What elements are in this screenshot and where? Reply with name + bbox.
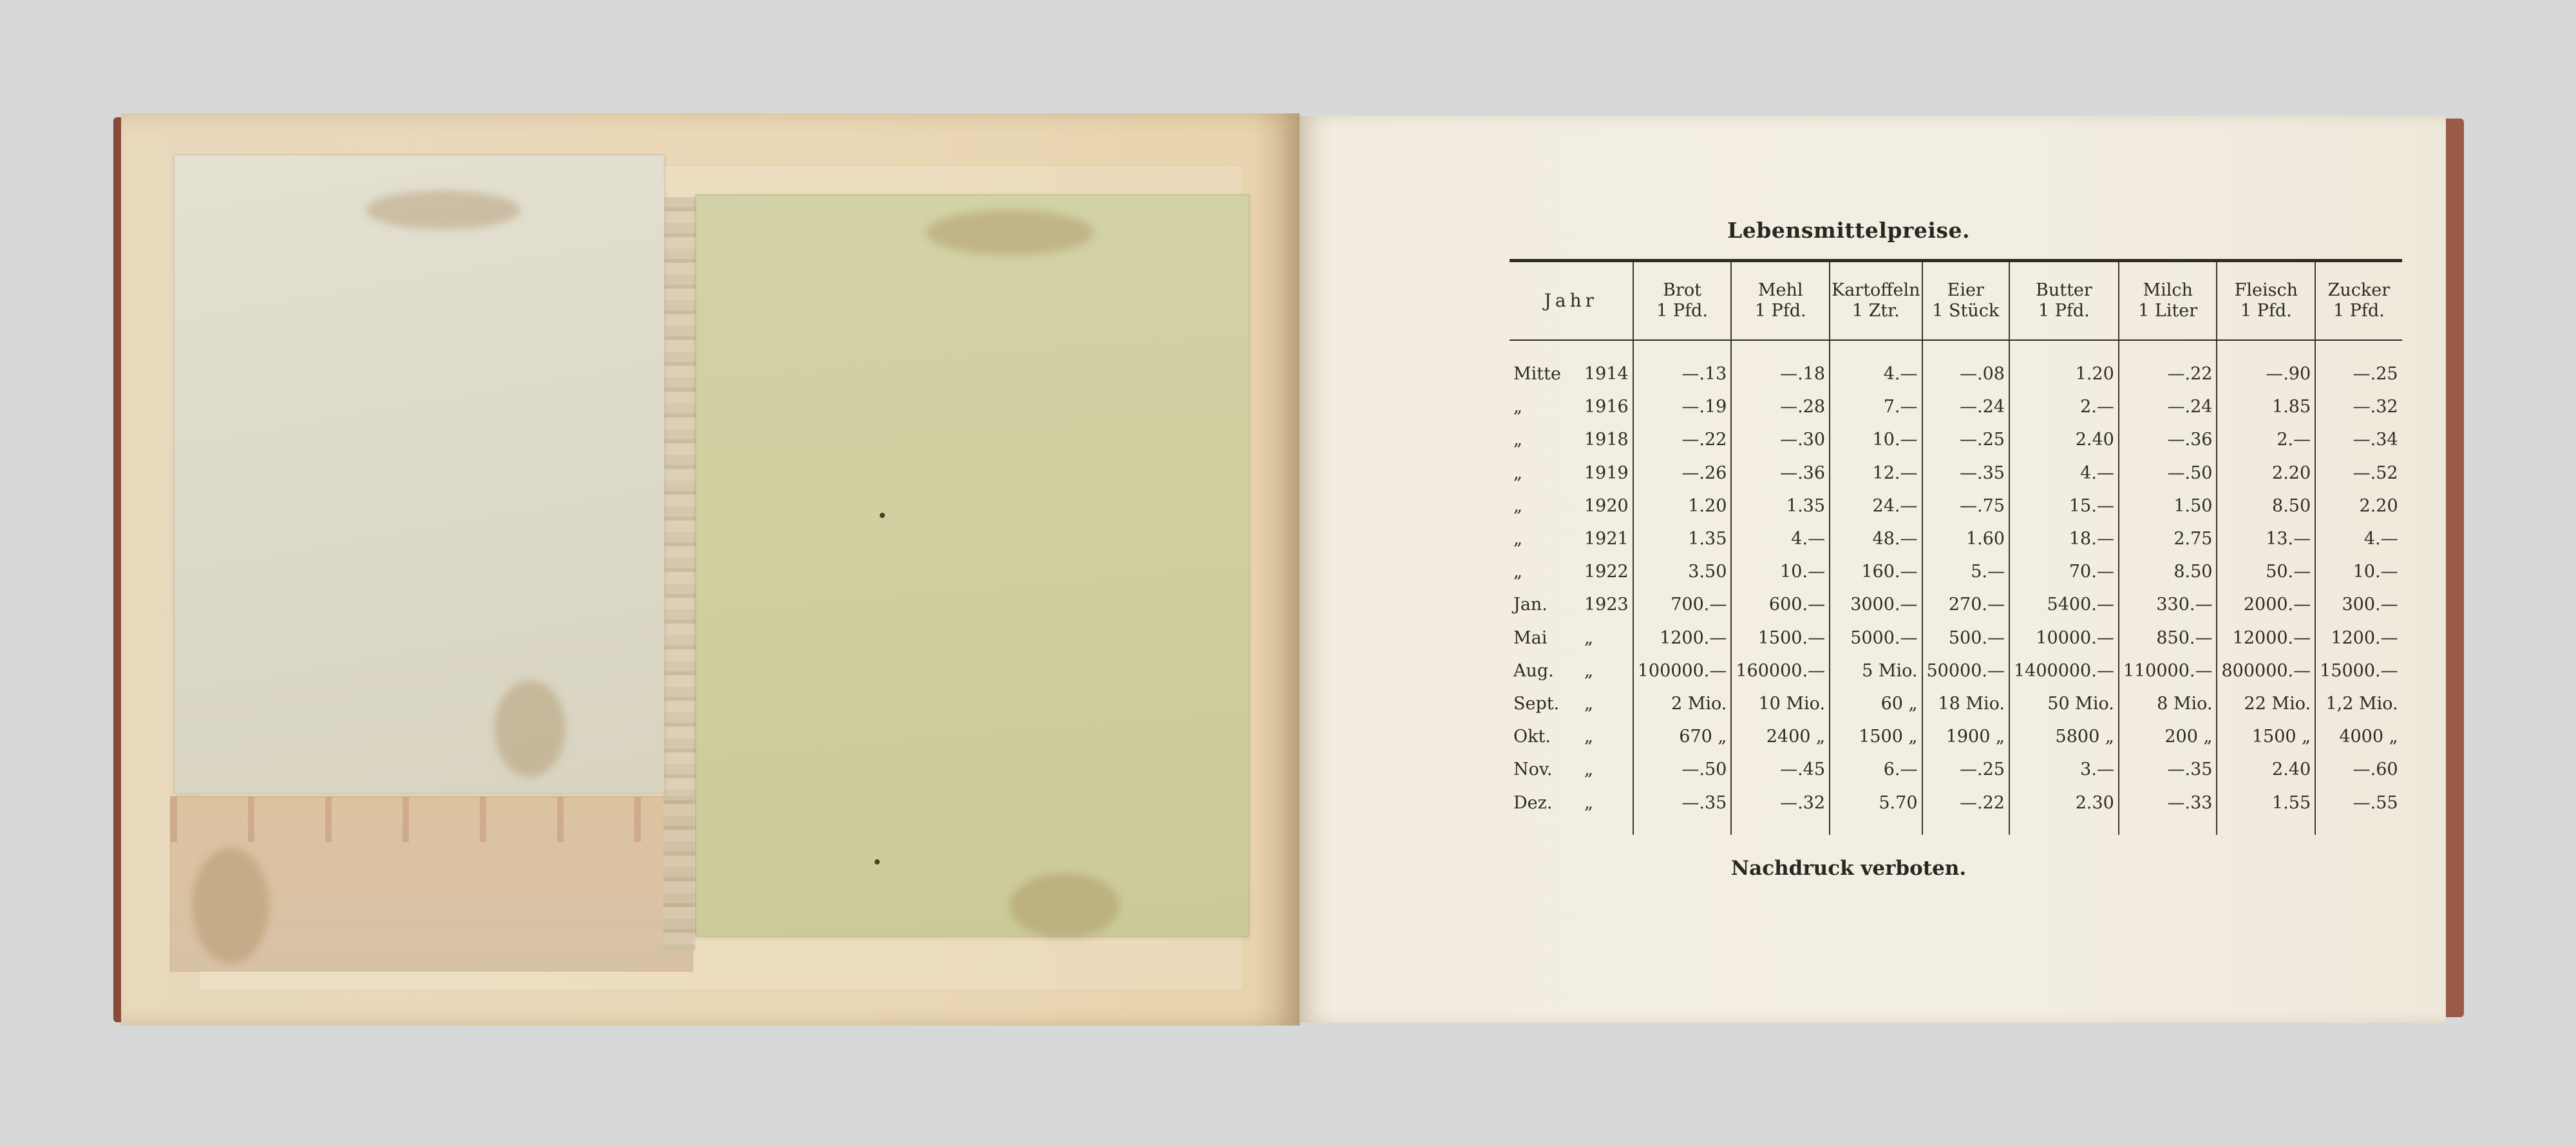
column-header (2119, 261, 2217, 341)
column-unit: 1 Liter (2138, 301, 2198, 321)
price-cell: 4.— (1830, 340, 1922, 390)
price-cell: 800000.— (2217, 654, 2315, 687)
row-period (1510, 786, 1633, 834)
price-cell: 1.60 (1922, 522, 2009, 555)
column-name: Kartoffeln (1832, 280, 1920, 300)
price-cell: 15.— (2009, 490, 2119, 522)
price-cell: 4.— (2009, 457, 2119, 490)
price-cell: 1.55 (2217, 786, 2315, 834)
price-cell: —.25 (2315, 340, 2401, 390)
column-header (2217, 261, 2315, 341)
price-cell: 2.40 (2217, 753, 2315, 786)
price-cell: 4.— (2315, 522, 2401, 555)
price-cell: 1200.— (1633, 622, 1732, 654)
adhesive-stain (366, 191, 520, 229)
price-cell: —.22 (2119, 340, 2217, 390)
price-cell: 1900 „ (1922, 720, 2009, 753)
price-cell: 10.— (2315, 555, 2401, 588)
price-cell: —.18 (1731, 340, 1830, 390)
price-cell: 13.— (2217, 522, 2315, 555)
row-period (1510, 588, 1633, 621)
price-cell: 18 Mio. (1922, 687, 2009, 720)
price-cell: 48.— (1830, 522, 1922, 555)
price-cell: —.32 (2315, 390, 2401, 423)
column-header (1731, 261, 1830, 341)
price-cell: —.35 (1922, 457, 2009, 490)
row-period (1510, 687, 1633, 720)
table-row (1510, 490, 2402, 522)
price-cell: 200 „ (2119, 720, 2217, 753)
row-label: „ (1513, 463, 1522, 483)
price-cell: —.90 (2217, 340, 2315, 390)
price-cell: —.30 (1731, 423, 1830, 456)
price-cell: —.22 (1633, 423, 1732, 456)
price-cell: 7.— (1830, 390, 1922, 423)
price-cell: 15000.— (2315, 654, 2401, 687)
price-cell: 2000.— (2217, 588, 2315, 621)
row-label: „ (1513, 529, 1522, 549)
column-unit: 1 Pfd. (2333, 301, 2385, 321)
row-period (1510, 340, 1633, 390)
column-name: Eier (1947, 280, 1984, 300)
price-cell: 270.— (1922, 588, 2009, 621)
adhesive-stain (495, 680, 565, 777)
column-header (1830, 261, 1922, 341)
price-cell: —.26 (1633, 457, 1732, 490)
price-cell: —.55 (2315, 786, 2401, 834)
price-cell: 2.40 (2009, 423, 2119, 456)
row-period (1510, 654, 1633, 687)
price-cell: 6.— (1830, 753, 1922, 786)
price-cell: —.19 (1633, 390, 1732, 423)
price-cell: 670 „ (1633, 720, 1732, 753)
left-page (121, 113, 1300, 1026)
row-period (1510, 457, 1633, 490)
price-cell: —.35 (1633, 786, 1732, 834)
price-cell: 8.50 (2119, 555, 2217, 588)
price-cell: 10.— (1830, 423, 1922, 456)
price-cell: 3.— (2009, 753, 2119, 786)
price-cell: 50.— (2217, 555, 2315, 588)
row-label: Mitte (1513, 364, 1561, 385)
row-year: „ (1584, 792, 1593, 813)
price-cell: —.36 (1731, 457, 1830, 490)
row-label: Mai (1513, 627, 1548, 648)
column-unit: 1 Pfd. (2038, 301, 2090, 321)
table-row (1510, 588, 2402, 621)
column-unit: 1 Pfd. (1754, 301, 1806, 321)
price-cell: 1.20 (2009, 340, 2119, 390)
row-period (1510, 555, 1633, 588)
row-year: 1916 (1584, 397, 1629, 417)
row-label: Nov. (1513, 759, 1553, 780)
reprint-notice: Nachdruck verboten. (1730, 857, 1967, 880)
row-year: 1919 (1584, 463, 1629, 483)
row-period (1510, 490, 1633, 522)
price-cell: 60 „ (1830, 687, 1922, 720)
column-header (1922, 261, 2009, 341)
price-cell: 10000.— (2009, 622, 2119, 654)
price-cell: —.50 (1633, 753, 1732, 786)
price-cell: 3000.— (1830, 588, 1922, 621)
table-title: Lebensmittelpreise. (1727, 218, 1970, 243)
price-cell: —.33 (2119, 786, 2217, 834)
price-cell: 850.— (2119, 622, 2217, 654)
table-row (1510, 622, 2402, 654)
column-name: Brot (1663, 280, 1701, 300)
price-cell: 2400 „ (1731, 720, 1830, 753)
banknote-stack-edge (663, 197, 696, 951)
price-cell: —.24 (2119, 390, 2217, 423)
table-row (1510, 340, 2402, 390)
column-unit: 1 Pfd. (2240, 301, 2292, 321)
table-row (1510, 687, 2402, 720)
staple-hole (875, 859, 880, 864)
row-label: „ (1513, 430, 1522, 450)
price-cell: 1500 „ (2217, 720, 2315, 753)
column-name: Milch (2143, 280, 2193, 300)
price-cell: —.36 (2119, 423, 2217, 456)
row-period (1510, 753, 1633, 786)
row-year: „ (1584, 627, 1593, 648)
column-name: Mehl (1757, 280, 1803, 300)
row-period (1510, 522, 1633, 555)
column-header (1633, 261, 1732, 341)
row-period (1510, 622, 1633, 654)
price-cell: —.52 (2315, 457, 2401, 490)
price-cell: 2 Mio. (1633, 687, 1732, 720)
price-cell: —.75 (1922, 490, 2009, 522)
price-cell: —.35 (2119, 753, 2217, 786)
price-cell: 50000.— (1922, 654, 2009, 687)
table-row (1510, 423, 2402, 456)
price-cell: —.45 (1731, 753, 1830, 786)
price-cell: 1500.— (1731, 622, 1830, 654)
column-name: Jahr (1544, 290, 1598, 311)
price-cell: 330.— (2119, 588, 2217, 621)
price-cell: 5.70 (1830, 786, 1922, 834)
banknote-grey (174, 155, 665, 794)
price-cell: 70.— (2009, 555, 2119, 588)
row-period (1510, 720, 1633, 753)
row-year: „ (1584, 693, 1593, 714)
row-year: 1914 (1584, 364, 1629, 385)
price-cell: 5.— (1922, 555, 2009, 588)
price-cell: 5800 „ (2009, 720, 2119, 753)
price-cell: 500.— (1922, 622, 2009, 654)
price-cell: 100000.— (1633, 654, 1732, 687)
price-cell: 5400.— (2009, 588, 2119, 621)
price-cell: 1400000.— (2009, 654, 2119, 687)
row-year: 1922 (1584, 562, 1629, 582)
price-cell: 12000.— (2217, 622, 2315, 654)
row-label: „ (1513, 495, 1522, 516)
table-header-row (1510, 261, 2402, 341)
adhesive-stain (192, 848, 269, 964)
row-year: 1918 (1584, 430, 1629, 450)
price-cell: —.22 (1922, 786, 2009, 834)
row-label: Aug. (1513, 660, 1554, 681)
table-row (1510, 753, 2402, 786)
table-row (1510, 555, 2402, 588)
row-label: Dez. (1513, 792, 1553, 813)
table-body (1510, 340, 2402, 835)
price-cell: —.28 (1731, 390, 1830, 423)
price-cell: 1.50 (2119, 490, 2217, 522)
price-cell: —.25 (1922, 423, 2009, 456)
price-cell: —.25 (1922, 753, 2009, 786)
right-page (1300, 116, 2446, 1023)
price-cell: 10 Mio. (1731, 687, 1830, 720)
price-cell: 110000.— (2119, 654, 2217, 687)
price-cell: 1,2 Mio. (2315, 687, 2401, 720)
price-cell: 3.50 (1633, 555, 1732, 588)
staple-hole (880, 513, 885, 518)
price-cell: —.24 (1922, 390, 2009, 423)
price-cell: —.08 (1922, 340, 2009, 390)
column-name: Fleisch (2234, 280, 2298, 300)
row-period (1510, 390, 1633, 423)
price-cell: 700.— (1633, 588, 1732, 621)
row-label: „ (1513, 397, 1522, 417)
price-cell: —.34 (2315, 423, 2401, 456)
column-header (2009, 261, 2119, 341)
price-cell: 8.50 (2217, 490, 2315, 522)
price-cell: 1.85 (2217, 390, 2315, 423)
price-cell: 24.— (1830, 490, 1922, 522)
price-cell: 1200.— (2315, 622, 2401, 654)
column-unit: 1 Pfd. (1656, 301, 1708, 321)
price-cell: 8 Mio. (2119, 687, 2217, 720)
price-cell: 1.20 (1633, 490, 1732, 522)
open-booklet (113, 113, 2464, 1028)
price-cell: 18.— (2009, 522, 2119, 555)
table-row (1510, 522, 2402, 555)
banknote-strip-print (171, 797, 692, 842)
column-name: Zucker (2327, 280, 2391, 300)
row-label: Sept. (1513, 693, 1560, 714)
booklet-cover-right-edge (2445, 119, 2464, 1017)
table-row (1510, 654, 2402, 687)
column-name: Butter (2035, 280, 2092, 300)
price-cell: 4000 „ (2315, 720, 2401, 753)
price-cell: 1.35 (1731, 490, 1830, 522)
price-cell: 300.— (2315, 588, 2401, 621)
price-cell: 2.20 (2315, 490, 2401, 522)
table-row (1510, 720, 2402, 753)
row-year: „ (1584, 660, 1593, 681)
price-cell: 5000.— (1830, 622, 1922, 654)
price-cell: 12.— (1830, 457, 1922, 490)
row-year: 1923 (1584, 595, 1629, 615)
column-header (2315, 261, 2401, 341)
price-cell: 160.— (1830, 555, 1922, 588)
price-cell: —.13 (1633, 340, 1732, 390)
price-cell: 2.30 (2009, 786, 2119, 834)
price-cell: 10.— (1731, 555, 1830, 588)
column-header-jahr (1510, 261, 1633, 341)
row-label: Okt. (1513, 727, 1551, 747)
adhesive-stain (1010, 874, 1119, 938)
table-row (1510, 390, 2402, 423)
row-year: 1921 (1584, 529, 1629, 549)
price-cell: —.32 (1731, 786, 1830, 834)
price-cell: 2.20 (2217, 457, 2315, 490)
price-cell: 160000.— (1731, 654, 1830, 687)
row-year: „ (1584, 759, 1593, 780)
table-row (1510, 457, 2402, 490)
column-unit: 1 Stück (1932, 301, 2000, 321)
food-prices-table (1510, 259, 2402, 835)
price-cell: —.60 (2315, 753, 2401, 786)
table-row (1510, 786, 2402, 834)
price-cell: 4.— (1731, 522, 1830, 555)
price-cell: 1.35 (1633, 522, 1732, 555)
price-cell: 5 Mio. (1830, 654, 1922, 687)
column-unit: 1 Ztr. (1852, 301, 1900, 321)
price-cell: 600.— (1731, 588, 1830, 621)
price-cell: 50 Mio. (2009, 687, 2119, 720)
price-cell: 2.— (2217, 423, 2315, 456)
row-year: 1920 (1584, 495, 1629, 516)
row-label: Jan. (1513, 595, 1548, 615)
row-period (1510, 423, 1633, 456)
row-label: „ (1513, 562, 1522, 582)
price-cell: 2.— (2009, 390, 2119, 423)
row-year: „ (1584, 727, 1593, 747)
price-cell: 2.75 (2119, 522, 2217, 555)
price-cell: 1500 „ (1830, 720, 1922, 753)
price-cell: —.50 (2119, 457, 2217, 490)
price-cell: 22 Mio. (2217, 687, 2315, 720)
banknote-green (696, 195, 1249, 937)
adhesive-stain (926, 210, 1094, 255)
